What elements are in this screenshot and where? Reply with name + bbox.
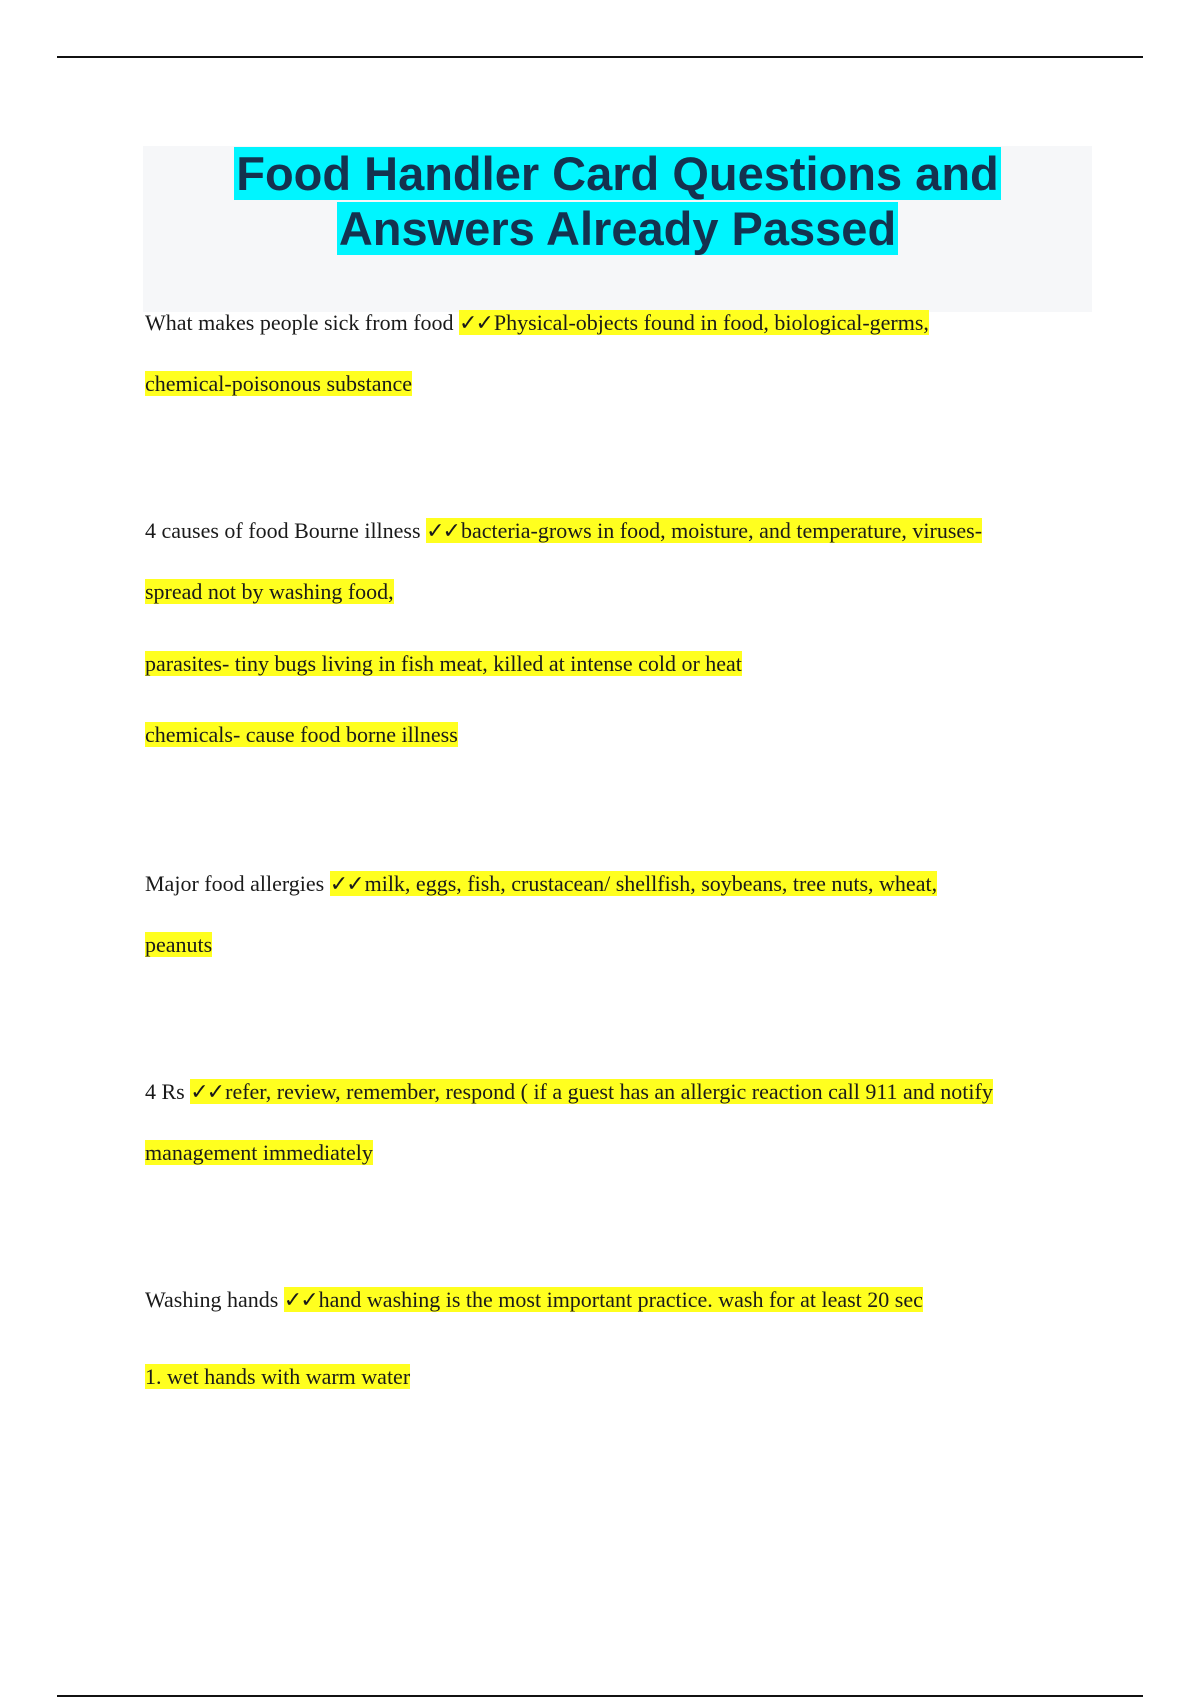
- double-check-icon: ✓✓: [329, 872, 363, 897]
- answer-highlight: [426, 518, 982, 543]
- question-text: Major food allergies: [145, 871, 325, 896]
- answer-highlight: [190, 1079, 993, 1104]
- qa-item-2-answer-line: [145, 577, 394, 607]
- answer-text: 1. wet hands with warm water: [145, 1364, 411, 1389]
- double-check-icon: ✓✓: [190, 1080, 224, 1105]
- qa-item-4-question-line: [145, 1077, 993, 1108]
- qa-item-2-answer-line: [145, 720, 458, 750]
- question-text: Washing hands: [145, 1287, 279, 1312]
- qa-item-3-question-line: [145, 869, 937, 900]
- question-text: 4 Rs: [145, 1079, 185, 1104]
- question-text: 4 causes of food Bourne illness: [145, 518, 421, 543]
- double-check-icon: ✓✓: [459, 311, 492, 336]
- document-title: [234, 146, 1001, 256]
- answer-text: chemicals- cause food borne illness: [145, 722, 458, 747]
- answer-text: bacteria-grows in food, moisture, and temperature, viruses-: [460, 518, 983, 543]
- answer-text: Physical-objects found in food, biological-germs,: [493, 310, 929, 335]
- answer-text: milk, eggs, fish, crustacean/ shellfish, soybeans, tree nuts, wheat,: [364, 871, 938, 896]
- answer-highlight: [330, 871, 937, 896]
- answer-text: parasites- tiny bugs living in fish meat, killed at intense cold or heat: [145, 651, 742, 676]
- answer-highlight: [459, 310, 929, 335]
- qa-item-2-question-line: [145, 516, 982, 547]
- double-check-icon: ✓✓: [283, 1288, 317, 1313]
- qa-item-4-answer-line: [145, 1138, 373, 1168]
- answer-text: hand washing is the most important practice. wash for at least 20 sec: [318, 1287, 923, 1312]
- qa-item-5-question-line: [145, 1285, 923, 1316]
- title-banner: [143, 146, 1092, 312]
- question-text: What makes people sick from food: [145, 310, 454, 335]
- answer-text: spread not by washing food,: [145, 579, 394, 604]
- qa-item-3-answer-line: [145, 930, 212, 960]
- title-line-1: Food Handler Card Questions and: [236, 147, 999, 200]
- answer-highlight: [284, 1287, 923, 1312]
- answer-text: refer, review, remember, respond ( if a guest has an allergic reaction call 911 and notify: [225, 1079, 993, 1104]
- qa-item-1-answer-line: [145, 369, 412, 399]
- answer-text: peanuts: [145, 932, 213, 957]
- footer-rule: [57, 1695, 1143, 1697]
- title-line-2: Answers Already Passed: [338, 202, 897, 255]
- answer-text: chemical-poisonous substance: [145, 371, 412, 396]
- header-rule: [57, 56, 1143, 58]
- double-check-icon: ✓✓: [426, 519, 459, 544]
- qa-item-1-question-line: [145, 308, 929, 339]
- qa-item-2-answer-line: [145, 649, 742, 679]
- answer-text: management immediately: [145, 1140, 373, 1165]
- qa-item-5-answer-line: [145, 1362, 410, 1392]
